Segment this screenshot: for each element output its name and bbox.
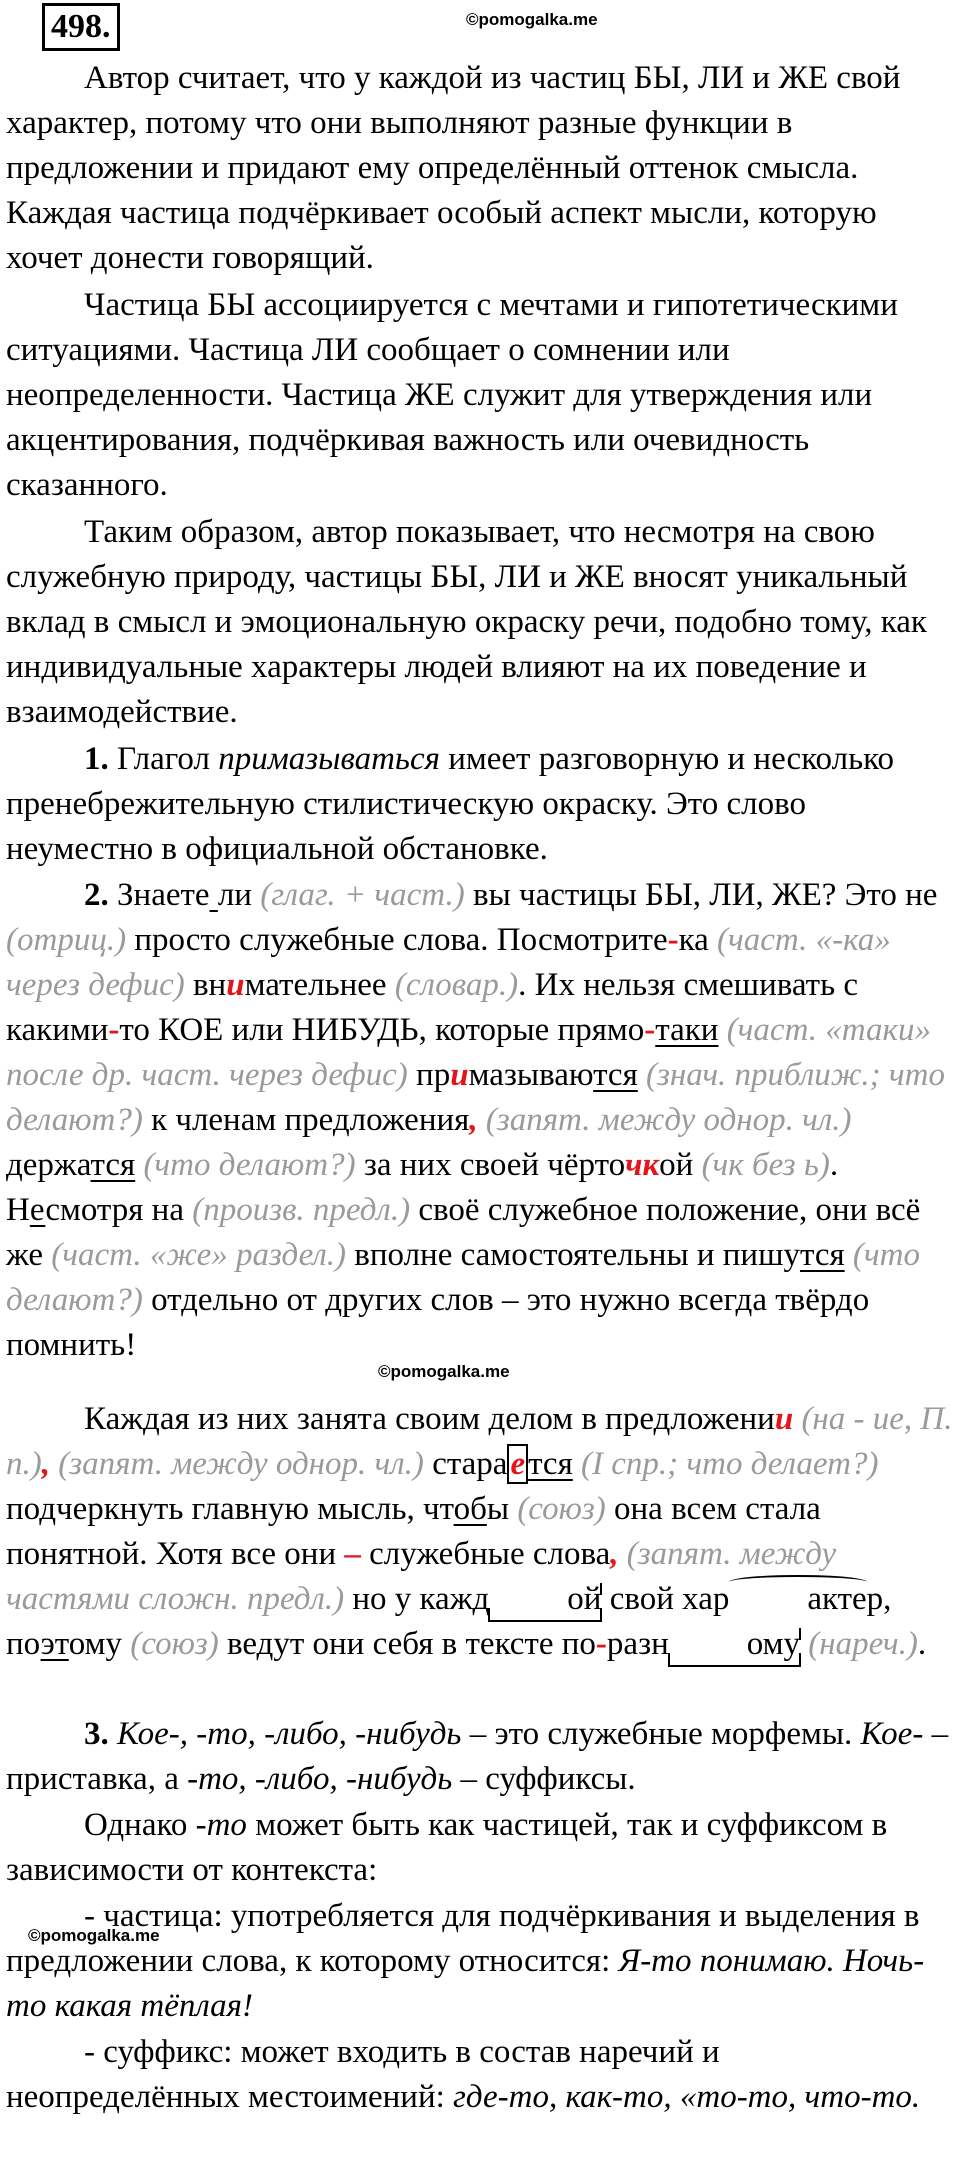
p5-comma: , [41,1446,50,1482]
t2-text: отдельно от других слов – это нужно всегда твёрдо помнить! [6,1282,870,1363]
t2-text: вы частицы БЫ, ЛИ, ЖЕ? Это не [464,877,938,913]
p9-example: где-то, как-то, «то-то, что-то. [453,2079,921,2115]
task-2 [6,873,954,1368]
task-1-text-a: Глагол [108,741,219,777]
paragraph-2: Частица БЫ ассоциируется с мечтами и гипотетическими ситуациями. Частица ЛИ сообщает о сомнении или неопределенности. Частица ЖЕ служит для утверждения или акцентирования, подчёркивая важность или очевидность сказанного. [6,287,898,503]
t2-note: (част. «-ка» через дефис) [6,922,891,1003]
watermark-bottom: ©pomogalka.me [28,1926,160,1945]
t2-text: просто служебные слова. Посмотрите [126,922,668,958]
task-3-number: 3. [84,1716,109,1752]
watermark-top: ©pomogalka.me [466,10,598,29]
t2-text: Знаете [108,877,210,913]
task-3-prefix: Кое- [860,1716,924,1752]
p5-text: стара [423,1446,508,1482]
p7-text: Однако [84,1807,196,1843]
paragraph-8 [6,1894,954,2029]
exercise-number: 498. [42,3,120,51]
task-3-suffixes: -то, -либо, -нибудь [187,1761,453,1797]
t2-text: ли [217,877,252,913]
p5-letter: и [774,1401,794,1437]
p5-part: эт [40,1626,69,1662]
t2-note: (глаг. + част.) [251,877,465,913]
t2-suffix: тся [800,1237,845,1273]
p5-text: р, по [6,1581,892,1662]
task-1-word: примазываться [218,741,440,777]
t2-note: (част. «таки» после др. част. через дефис) [6,1012,931,1093]
task-1-text-b: имеет разговорную и несколько пренебрежительную стилистическую окраску. Это слово неуместно в официальной обстановке. [6,741,894,867]
p5-comma: , [610,1536,619,1572]
p5-note: (запят. между частями сложн. предл.) [6,1536,837,1617]
p5-text: подчеркнуть главную мысль, чт [6,1491,454,1527]
t2-note: (словар.) [394,967,519,1003]
t2-text: ой [659,1147,702,1183]
p8-text: - частица: употребляется для подчёркивания и выделения в предложении слова, к которому относится: [6,1898,920,1979]
t2-note: (что делают?) [135,1147,356,1183]
p5-text: свой хар [601,1581,730,1617]
p5-note: (нареч.) [800,1626,918,1662]
t2-hyphen: - [644,1012,656,1048]
t2-note: (отриц.) [6,922,127,958]
t2-note: (что делают?) [6,1237,920,1318]
t2-letter: и [450,1057,469,1093]
p5-letter: е [507,1444,528,1484]
paragraph-1: Автор считает, что у каждой из частиц БЫ, ЛИ и ЖЕ свой характер, потому что они выполняют разные функции в предложении и придают ему определённый оттенок смысла. Каждая частица подчёркивает особый аспект мысли, которую хочет донести говорящий. [6,60,901,276]
t2-text: держа [6,1147,91,1183]
t2-text: к членам предложения [142,1102,470,1138]
t2-letter: е [29,1192,46,1228]
t2-text: смотря на [45,1192,193,1228]
t2-text: своё служебное положение, они всё [410,1192,921,1228]
p5-note: (на - ие, П. п.) [6,1401,953,1482]
t2-letter: и [226,967,245,1003]
p5-text: но у кажд [344,1581,490,1617]
p5-hyphen: - [595,1626,607,1662]
t2-note: (чк без ь) [701,1147,830,1183]
t2-note: (запят. между однор. чл.) [477,1102,852,1138]
p5-text: служебные слова [360,1536,611,1572]
p5-dash: – [344,1536,361,1572]
p8-example: Я-то понимаю. Ночь-то какая тёплая! [6,1943,925,2024]
t2-hyphen: - [108,1012,120,1048]
task-3-morphemes: Кое-, -то, -либо, -нибудь [117,1716,462,1752]
t2-note: (част. «же» раздел.) [51,1237,347,1273]
paragraph-9 [6,2030,954,2120]
t2-text: ка [678,922,718,958]
t2-text: вн [184,967,227,1003]
t2-text: таки [655,1012,719,1048]
p5-text: ому [68,1626,131,1662]
paragraph-5 [6,1397,954,1667]
t2-hyphen: - [667,922,679,958]
t2-comma: , [469,1102,478,1138]
p7-to: -то [195,1807,247,1843]
t2-text: вполне самостоятельны и пишу [346,1237,801,1273]
t2-text: же [6,1237,52,1273]
p5-text: ведут они себя в тексте по [218,1626,596,1662]
t2-text: за них своей чёрто [355,1147,626,1183]
t2-suffix: тся [593,1057,638,1093]
t2-text: мазываю [468,1057,594,1093]
t2-text: . Н [6,1147,839,1228]
t2-text: пр [416,1057,451,1093]
p5-note: (союз) [130,1626,219,1662]
p5-suffix: тся [528,1446,573,1482]
task-3-text: – приставка, а [6,1716,949,1797]
p5-text: Каждая из них занята своим делом в предложени [84,1401,775,1437]
p5-ending: ому [669,1622,800,1667]
p5-text: она всем стала понятной. Хотя все они [6,1491,821,1572]
t2-letters: чк [625,1147,660,1183]
p5-root: акте [729,1577,866,1622]
t2-text: мательнее [244,967,395,1003]
t2-text: . Их нельзя смешивать с какими [6,967,859,1048]
task-3-text: – суффиксы. [452,1761,636,1797]
t2-note: (произв. предл.) [192,1192,411,1228]
p5-text: ы [486,1491,518,1527]
p5-note: (запят. между однор. чл.) [50,1446,424,1482]
t2-text: то КОЕ или НИБУДЬ, которые прямо [119,1012,645,1048]
task-3 [6,1712,954,1802]
t2-suffix: тся [90,1147,136,1183]
t2-note: (знач. приближ.; что делают?) [6,1057,945,1138]
p7-text: может быть как частицей, так и суффиксом в зависимости от контекста: [6,1807,888,1888]
task-1-number: 1. [84,741,109,777]
watermark-middle: ©pomogalka.me [378,1362,510,1381]
paragraph-3: Таким образом, автор показывает, что несмотря на свою служебную природу, частицы БЫ, ЛИ и ЖЕ вносят уникальный вклад в смысл и эмоциональную окраску речи, подобно тому, как индивидуальные характеры людей влияют на их поведение и взаимодействие. [6,514,927,730]
task-3-text: – это служебные морфемы. [461,1716,861,1752]
p5-ending: ой [489,1577,601,1622]
p5-text: . [917,1626,927,1662]
p5-part: об [453,1491,487,1527]
p9-text: - суффикс: может входить в состав наречий и неопределённых местоимений: [6,2034,720,2115]
task-2-number: 2. [84,877,109,913]
p5-note: (I спр.; что делает?) [572,1446,879,1482]
p5-note: (союз) [517,1491,606,1527]
paragraph-7 [6,1803,954,1893]
t2-gap [210,877,218,913]
p5-text: разн [606,1626,669,1662]
task-1 [6,737,954,872]
